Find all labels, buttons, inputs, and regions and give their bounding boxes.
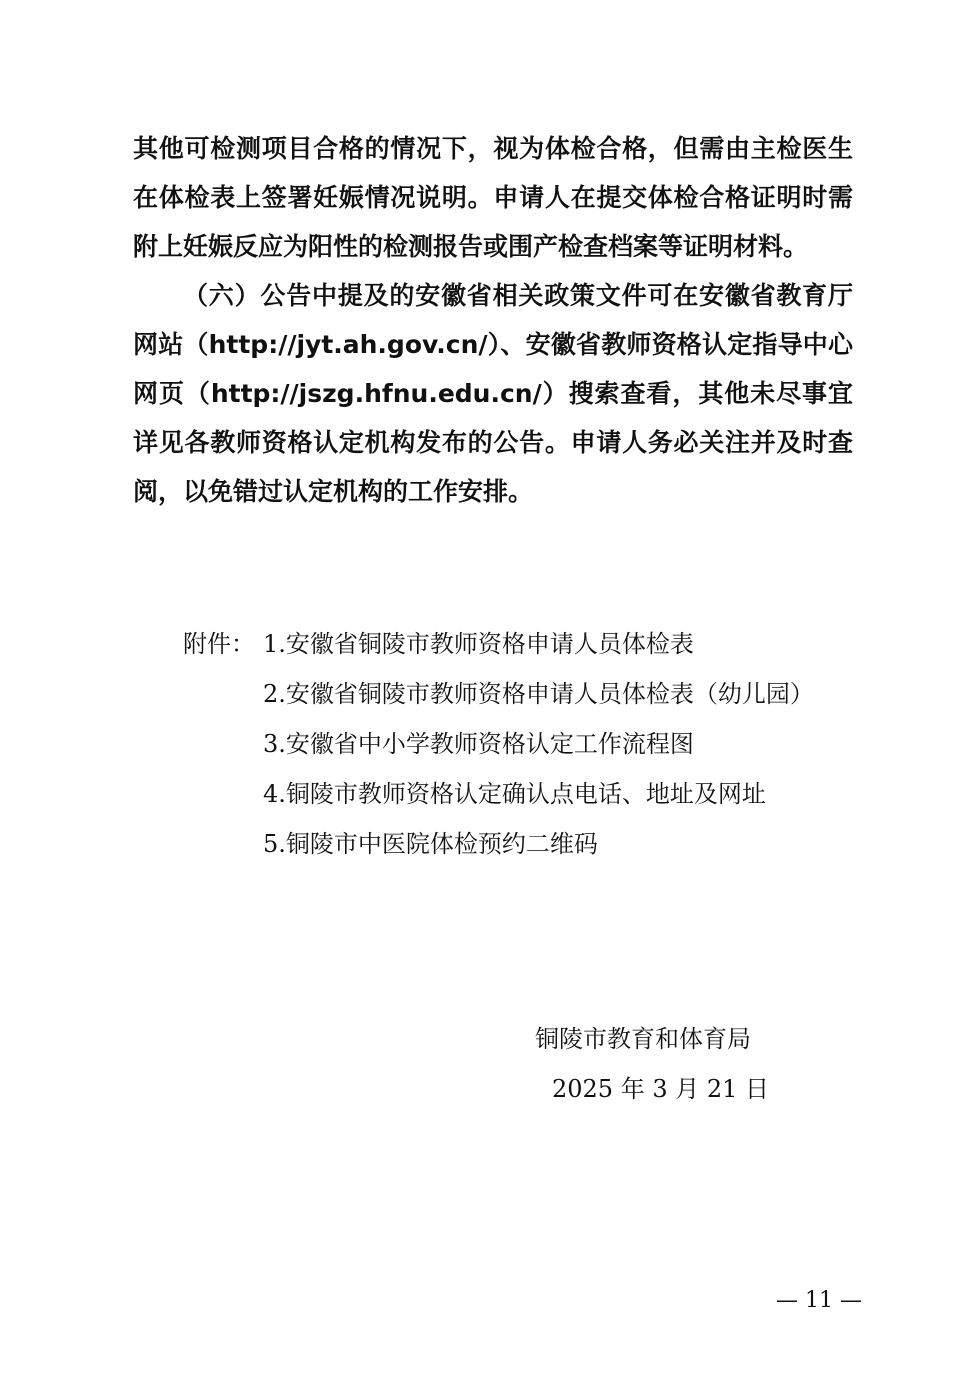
attachment-item-2: 2.安徽省铜陵市教师资格申请人员体检表（幼儿园） bbox=[263, 680, 814, 708]
page-number: — 11 — bbox=[776, 1288, 862, 1313]
attachment-item-3: 3.安徽省中小学教师资格认定工作流程图 bbox=[263, 730, 694, 758]
paragraph-six: （六）公告中提及的安徽省相关政策文件可在安徽省教育厅网站（http://jyt.ah.gov.cn/）、安徽省教师资格认定指导中心网页（http://jszg.hfnu.edu.cn/）搜索查看，其他未尽事宜详见各教师资格认定机构发布的公告。申请人务必关注并及时查阅，以免错过认定机构的工作安排。 bbox=[133, 281, 853, 506]
list-item bbox=[183, 619, 814, 669]
attachment-item-5: 5.铜陵市中医院体检预约二维码 bbox=[263, 830, 598, 858]
body-text bbox=[133, 124, 853, 516]
attachments-label: 附件： bbox=[183, 630, 255, 658]
paragraph-continued: 其他可检测项目合格的情况下，视为体检合格，但需由主检医生在体检表上签署妊娠情况说明。申请人在提交体检合格证明时需附上妊娠反应为阳性的检测报告或围产检查档案等证明材料。 bbox=[133, 134, 853, 261]
list-item bbox=[183, 769, 814, 819]
attachment-item-4: 4.铜陵市教师资格认定确认点电话、地址及网址 bbox=[263, 780, 766, 808]
list-item bbox=[183, 819, 814, 869]
signature-block bbox=[532, 1014, 769, 1114]
list-item bbox=[183, 669, 814, 719]
issue-date: 2025 年 3 月 21 日 bbox=[552, 1075, 770, 1103]
attachment-item-1: 1.安徽省铜陵市教师资格申请人员体检表 bbox=[263, 630, 694, 658]
list-item bbox=[183, 719, 814, 769]
issuing-organization: 铜陵市教育和体育局 bbox=[535, 1025, 751, 1053]
attachments-list bbox=[183, 619, 814, 869]
